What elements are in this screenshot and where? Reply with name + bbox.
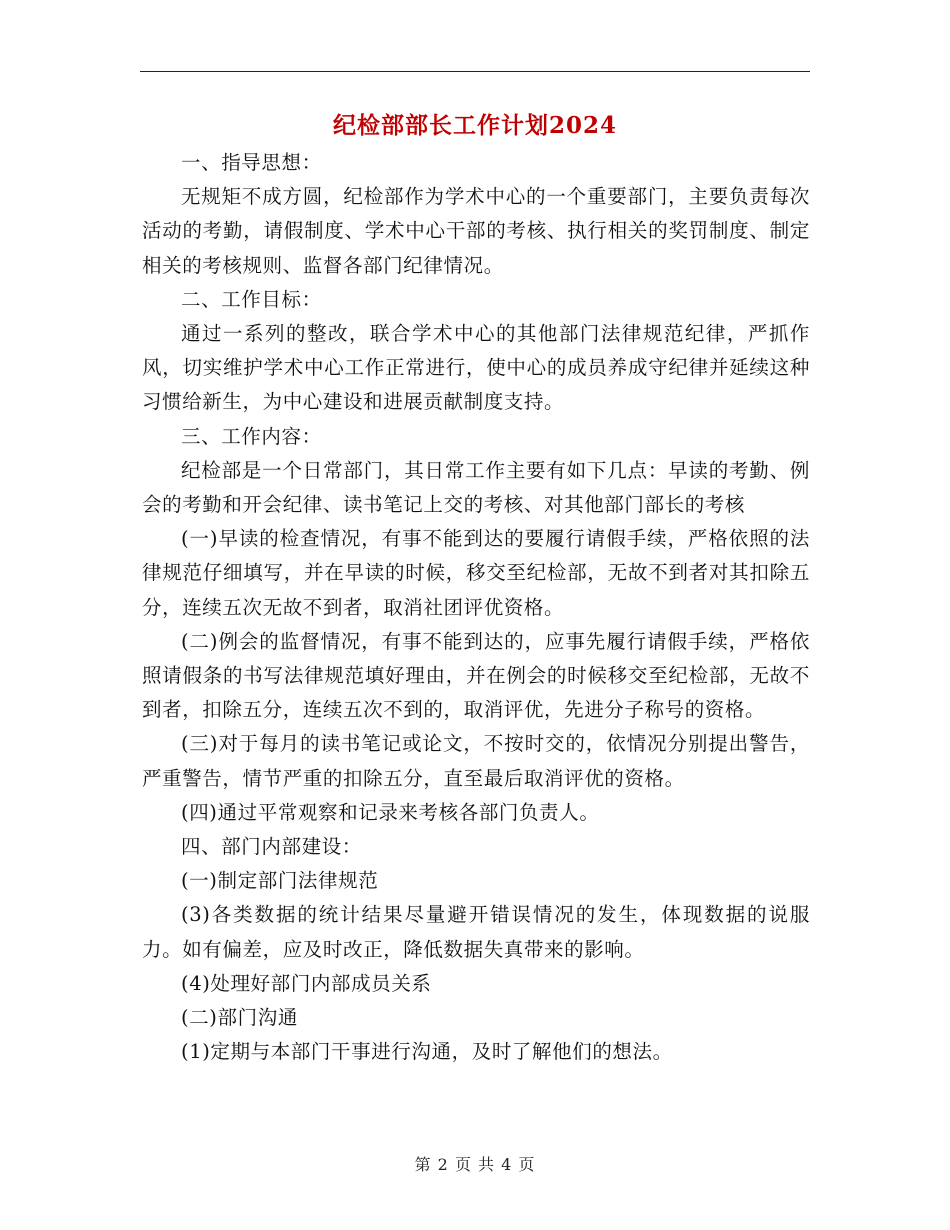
document-title: 纪检部部长工作计划2024 [332,112,617,139]
paragraph: 三、工作内容： [181,424,322,448]
paragraph: (二)部门沟通 [181,1006,298,1030]
paragraph: 四、部门内部建设： [181,835,362,859]
paragraph: (二)例会的监督情况，有事不能到达的，应事先履行请假手续，严格依照请假条的书写法律规范填好理由，并在例会的时候移交至纪检部，无故不到者，扣除五分，连续五次不到的，取消评优，先进分子称号的资格。 [142,629,810,722]
paragraph: 纪检部是一个日常部门，其日常工作主要有如下几点：早读的考勤、例会的考勤和开会纪律、读书笔记上交的考核、对其他部门部长的考核 [142,458,810,517]
header-rule [140,71,810,72]
paragraph: (1)定期与本部门干事进行沟通，及时了解他们的想法。 [181,1040,673,1064]
document-body [142,146,810,1069]
paragraph: 一、指导思想： [181,151,322,174]
paragraph: 无规矩不成方圆，纪检部作为学术中心的一个重要部门，主要负责每次活动的考勤，请假制度、学术中心干部的考核、执行相关的奖罚制度、制定相关的考核规则、监督各部门纪律情况。 [142,185,810,277]
paragraph: (一)制定部门法律规范 [181,869,379,893]
paragraph: 二、工作目标： [181,287,322,311]
paragraph: (一)早读的检查情况，有事不能到达的要履行请假手续，严格依照的法律规范仔细填写，并在早读的时候，移交至纪检部，无故不到者对其扣除五分，连续五次无故不到者，取消社团评优资格。 [142,527,810,619]
page-number-footer: 第 2 页 共 4 页 [414,1155,536,1174]
paragraph: (3)各类数据的统计结果尽量避开错误情况的发生，体现数据的说服力。如有偏差，应及时改正，降低数据失真带来的影响。 [142,903,810,961]
paragraph: 通过一系列的整改，联合学术中心的其他部门法律规范纪律，严抓作风，切实维护学术中心工作正常进行，使中心的成员养成守纪律并延续这种习惯给新生，为中心建设和进展贡献制度支持。 [142,322,810,414]
paragraph: (4)处理好部门内部成员关系 [181,971,432,995]
paragraph: (四)通过平常观察和记录来考核各部门负责人。 [181,800,600,824]
paragraph: (三)对于每月的读书笔记或论文，不按时交的，依情况分别提出警告，严重警告，情节严重的扣除五分，直至最后取消评优的资格。 [142,732,810,790]
